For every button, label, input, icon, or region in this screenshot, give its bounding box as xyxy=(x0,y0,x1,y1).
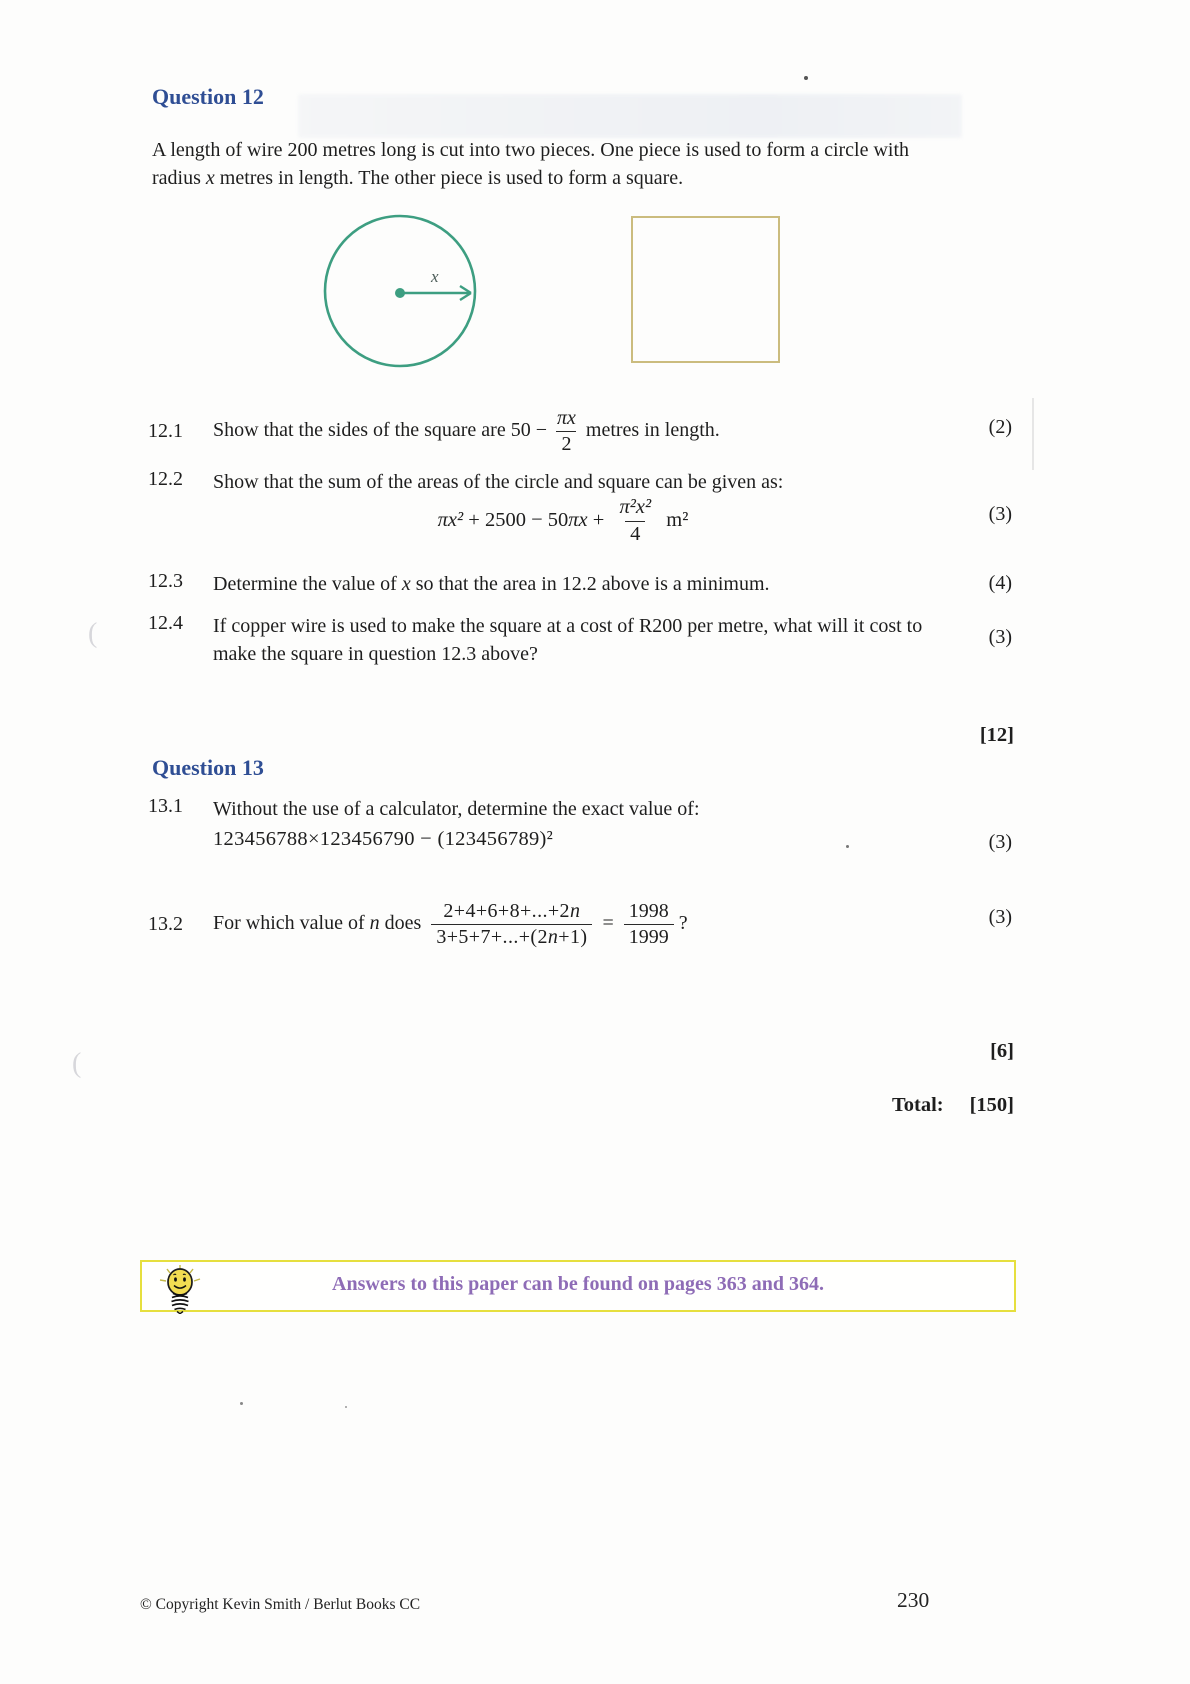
question-12-heading: Question 12 xyxy=(152,84,264,109)
scan-artifact xyxy=(1032,398,1034,470)
expression-13-1: 123456788×123456790 − (123456789)² xyxy=(213,828,554,850)
variable: x xyxy=(401,573,411,595)
formula-part: + 2500 − 50 xyxy=(463,508,569,531)
question-mark: ? xyxy=(678,911,688,934)
item-text xyxy=(213,900,688,949)
item-number: 13.2 xyxy=(148,912,183,935)
question-12-subtotal: [12] xyxy=(979,724,1014,746)
radius-variable: x xyxy=(205,167,215,189)
mark-badge: (4) xyxy=(988,572,1012,594)
fraction-denominator: 1999 xyxy=(624,924,674,949)
scan-artifact: ( xyxy=(72,1048,82,1079)
scan-artifact: ( xyxy=(88,618,98,649)
series-fraction xyxy=(431,900,592,949)
fraction xyxy=(614,496,656,546)
item-number: 13.1 xyxy=(148,795,183,817)
scan-artifact xyxy=(240,1402,243,1405)
item-text-part: For which value of xyxy=(213,911,370,934)
question-13-1 xyxy=(148,795,948,823)
square-diagram xyxy=(631,216,780,363)
fraction-numerator xyxy=(438,900,585,924)
scan-artifact xyxy=(804,76,808,80)
scan-artifact xyxy=(846,845,849,848)
intro-text: A length of wire 200 metres long is cut into two pieces. One piece is used to form a circle with radius xyxy=(152,139,910,189)
item-text-part: so that the area in 12.2 above is a minimum. xyxy=(410,573,770,595)
question-13-subtotal: [6] xyxy=(990,1040,1014,1062)
question-12-intro xyxy=(152,136,930,192)
answers-text: Answers to this paper can be found on pages 363 and 364. xyxy=(332,1273,824,1295)
mark-badge: (3) xyxy=(988,831,1012,853)
circle-diagram xyxy=(321,212,479,370)
mark-badge: (3) xyxy=(988,626,1012,648)
scan-artifact xyxy=(298,94,962,138)
page-number: 230 xyxy=(897,1588,930,1612)
fraction-numerator: π²x² xyxy=(619,496,652,518)
item-text-part: Determine the value of xyxy=(213,573,402,595)
question-13-heading: Question 13 xyxy=(152,755,264,780)
formula-part: πx² xyxy=(437,508,464,531)
fraction-numerator: πx xyxy=(556,406,576,429)
mark-badge: (3) xyxy=(988,906,1012,928)
item-text xyxy=(213,407,720,456)
variable: n xyxy=(569,899,581,922)
item-number: 12.4 xyxy=(148,612,183,634)
scan-artifact xyxy=(345,1406,347,1408)
fraction-part: 2+4+6+8+...+2 xyxy=(443,899,570,922)
footer-copyright: © Copyright Kevin Smith / Berlut Books CC xyxy=(140,1596,421,1613)
variable: n xyxy=(369,911,380,934)
formula-unit: m² xyxy=(666,508,689,531)
question-12-2 xyxy=(148,468,948,496)
question-13-2 xyxy=(148,886,968,962)
ratio-fraction xyxy=(624,900,674,949)
formula-part: + xyxy=(587,508,610,531)
area-formula xyxy=(213,496,913,546)
total-label: Total: xyxy=(891,1094,944,1116)
mark-badge: (3) xyxy=(988,503,1012,525)
mark-badge: (2) xyxy=(988,416,1012,438)
item-text-part: does xyxy=(379,911,422,934)
fraction xyxy=(552,407,581,456)
item-number: 12.1 xyxy=(148,419,183,442)
item-text: Show that the sum of the areas of the circle and square can be given as: xyxy=(213,471,784,493)
variable: n xyxy=(547,925,559,948)
radius-label: x xyxy=(431,267,439,286)
formula-part: πx xyxy=(568,508,588,531)
answers-box xyxy=(140,1260,1016,1312)
fraction-denominator: 2 xyxy=(556,431,576,456)
fraction-denominator: 4 xyxy=(625,521,645,547)
item-text-part: Show that the sides of the square are 50 − xyxy=(213,418,547,441)
fraction-part: 3+5+7+...+(2 xyxy=(436,925,548,948)
intro-text: metres in length. The other piece is used to form a square. xyxy=(214,167,684,189)
fraction-part: +1) xyxy=(558,925,588,948)
paper-total xyxy=(892,1094,1014,1117)
item-text: If copper wire is used to make the square at a cost of R200 per metre, what will it cost to make the square in question 12.3 above? xyxy=(213,615,923,665)
fraction-denominator xyxy=(431,924,592,949)
item-text xyxy=(213,570,770,598)
item-text: Without the use of a calculator, determine the exact value of: xyxy=(213,798,700,820)
question-12-1 xyxy=(148,402,948,460)
item-text-part: metres in length. xyxy=(585,418,720,441)
total-value: [150] xyxy=(969,1094,1014,1116)
equals-sign: = xyxy=(602,911,614,934)
item-number: 12.2 xyxy=(148,468,183,490)
question-12-3 xyxy=(148,570,948,598)
item-number: 12.3 xyxy=(148,570,183,592)
question-12-4 xyxy=(148,612,933,668)
fraction-numerator: 1998 xyxy=(628,899,669,922)
